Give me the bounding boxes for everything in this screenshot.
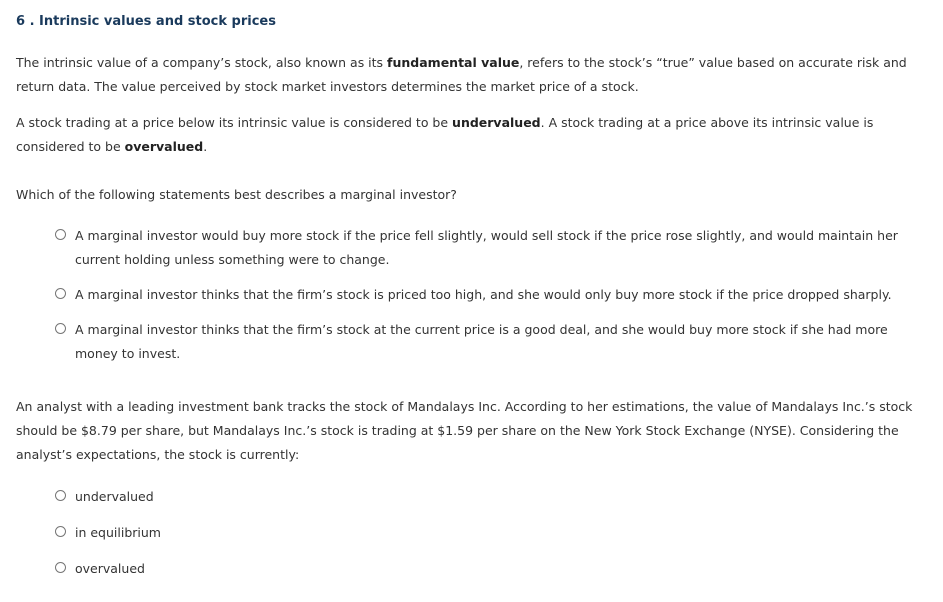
- option-label: undervalued: [75, 489, 154, 504]
- term-undervalued: undervalued: [452, 115, 541, 130]
- question-title: 6 . Intrinsic values and stock prices: [16, 14, 276, 29]
- intro-text: , refers to the stock’s “true” value based on accurate risk and return data. The value perceived by stock market investors determines the market price of a stock.: [16, 55, 907, 94]
- part2-option-equilibrium[interactable]: [55, 521, 915, 545]
- option-label: in equilibrium: [75, 525, 161, 540]
- part2-option-overvalued[interactable]: [55, 557, 915, 581]
- intro-text: .: [203, 139, 208, 154]
- part1-option-1[interactable]: [55, 224, 915, 272]
- option-label: A marginal investor thinks that the firm’s stock is priced too high, and she would only buy more stock if the price dropped sharply.: [75, 287, 892, 302]
- intro-paragraph-fundamental-value: [16, 51, 931, 99]
- option-label: overvalued: [75, 561, 145, 576]
- intro-text: A stock trading at a price below its intrinsic value is considered to be: [16, 115, 453, 130]
- radio-button-icon[interactable]: [55, 562, 66, 573]
- intro-paragraph-valuation: [16, 111, 931, 159]
- part1-prompt: Which of the following statements best describes a marginal investor?: [16, 187, 457, 202]
- term-overvalued: overvalued: [124, 139, 204, 154]
- part1-option-3[interactable]: [55, 318, 915, 366]
- option-label: A marginal investor would buy more stock if the price fell slightly, would sell stock if the price rose slightly, and would maintain her current holding unless something were to change.: [75, 228, 898, 267]
- radio-button-icon[interactable]: [55, 526, 66, 537]
- radio-button-icon[interactable]: [55, 229, 66, 240]
- radio-button-icon[interactable]: [55, 288, 66, 299]
- part2-option-undervalued[interactable]: [55, 485, 915, 509]
- intro-text: The intrinsic value of a company’s stock, also known as its: [16, 55, 388, 70]
- term-fundamental-value: fundamental value: [387, 55, 520, 70]
- intro-text: . A stock trading at a price above its intrinsic value is considered to be: [16, 115, 874, 154]
- part2-prompt: An analyst with a leading investment bank tracks the stock of Mandalays Inc. According to her estimations, the value of Mandalays Inc.’s stock should be $8.79 per share, but Mandalays Inc.’s stock is trading at $1.59 per share on the New York Stock Exchange (NYSE). Considering the analyst’s expectations, the stock is currently:: [16, 399, 913, 462]
- radio-button-icon[interactable]: [55, 323, 66, 334]
- radio-button-icon[interactable]: [55, 490, 66, 501]
- option-label: A marginal investor thinks that the firm’s stock at the current price is a good deal, and she would buy more stock if she had more money to invest.: [75, 322, 888, 361]
- part1-option-2[interactable]: [55, 283, 915, 307]
